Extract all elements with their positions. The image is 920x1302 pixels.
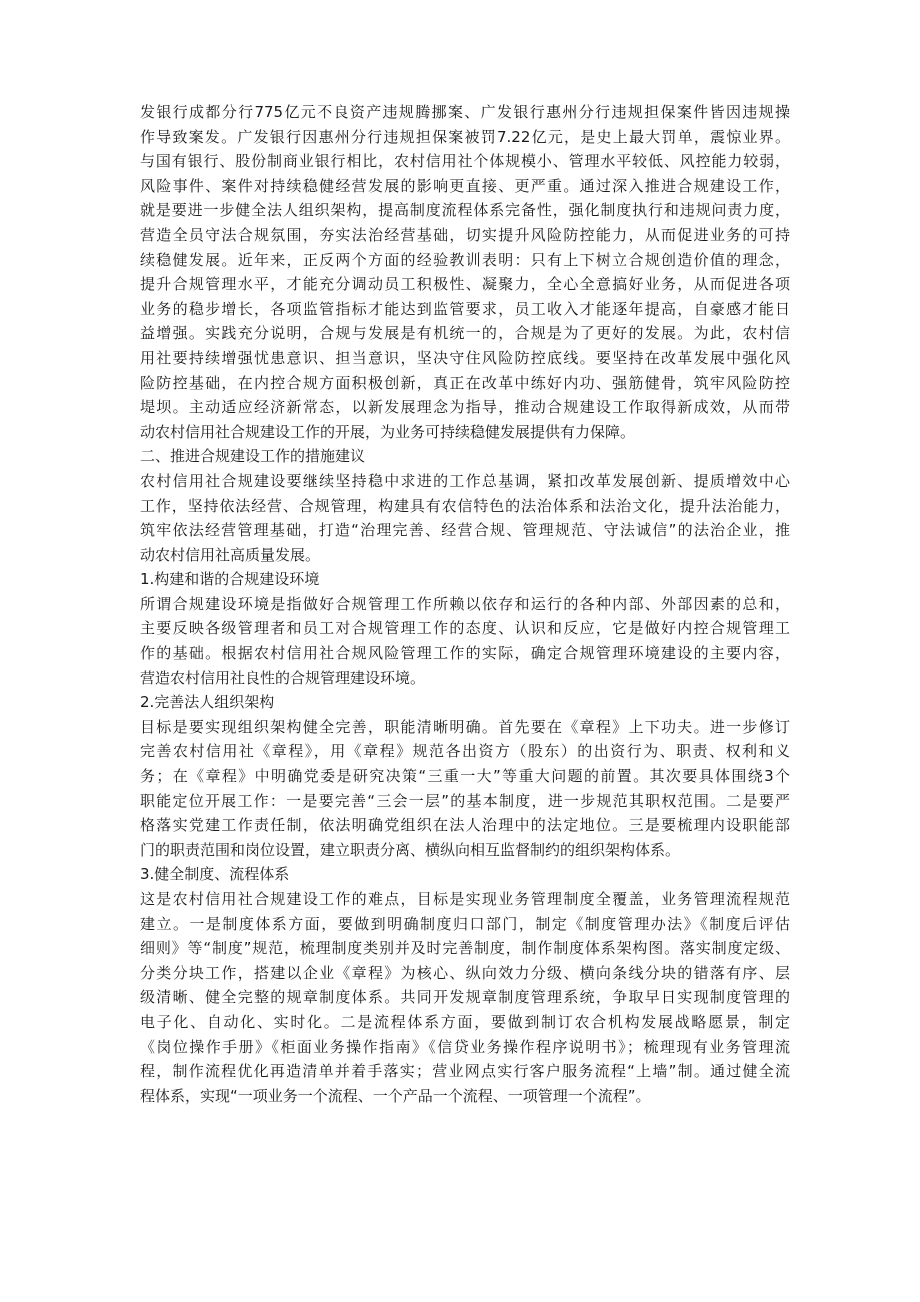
text-line: 续稳健发展。近年来，正反两个方面的经验教训表明：只有上下树立合规创造价值的理念， <box>140 250 790 269</box>
text-line: 动农村信用社高质量发展。 <box>140 545 321 564</box>
paragraph <box>140 715 790 863</box>
text-line: 筑牢依法经营管理基础，打造“治理完善、经营合规、管理规范、守法诚信”的法治企业，推 <box>140 521 790 540</box>
text-line: 分类分块工作，搭建以企业《章程》为核心、纵向效力分级、横向条线分块的错落有序、层 <box>140 963 790 982</box>
text-line: 作的基础。根据农村信用社合规风险管理工作的实际，确定合规管理环境建设的主要内容， <box>140 644 790 663</box>
text-line: 险防控基础，在内控合规方面积极创新，真正在改革中练好内功、强筋健骨，筑牢风险防控 <box>140 373 790 392</box>
text-line: 程，制作流程优化再造清单并着手落实；营业网点实行客户服务流程“上墙”制。通过健全流 <box>140 1062 790 1081</box>
heading-text: 3.健全制度、流程体系 <box>140 865 290 884</box>
text-line: 用社要持续增强忧患意识、担当意识，坚决守住风险防控底线。要坚持在改革发展中强化风 <box>140 348 790 367</box>
text-line: 务；在《章程》中明确党委是研究决策“三重一大”等重大问题的前置。其次要具体围绕3个 <box>140 767 790 786</box>
text-line: 营造农村信用社良性的合规管理建设环境。 <box>140 668 426 687</box>
text-line: 门的职责范围和岗位设置，建立职责分离、横纵向相互监督制约的组织架构体系。 <box>140 840 681 859</box>
text-line: 电子化、自动化、实时化。二是流程体系方面，要做到制订农合机构发展战略愿景，制定 <box>140 1012 790 1031</box>
text-line: 建立。一是制度体系方面，要做到明确制度归口部门，制定《制度管理办法》《制度后评估 <box>140 914 790 933</box>
section-heading <box>140 690 790 715</box>
text-line: 程体系，实现“一项业务一个流程、一个产品一个流程、一项管理一个流程”。 <box>140 1086 651 1105</box>
text-line: 主要反映各级管理者和员工对合规管理工作的态度、认识和反应，它是做好内控合规管理工 <box>140 619 790 638</box>
text-line: 《岗位操作手册》《柜面业务操作指南》《信贷业务操作程序说明书》；梳理现有业务管理流 <box>140 1037 790 1056</box>
heading-text: 1.构建和谐的合规建设环境 <box>140 570 320 589</box>
section-heading <box>140 862 790 887</box>
text-line: 营造全员守法合规氛围，夯实法治经营基础，切实提升风险防控能力，从而促进业务的可持 <box>140 225 790 244</box>
heading-text: 二、推进合规建设工作的措施建议 <box>140 447 366 466</box>
paragraph <box>140 592 790 690</box>
document-page <box>140 100 790 1108</box>
text-line: 动农村信用社合规建设工作的开展，为业务可持续稳健发展提供有力保障。 <box>140 422 636 441</box>
text-line: 作导致案发。广发银行因惠州分行违规担保案被罚7.22亿元，是史上最大罚单，震惊业界。 <box>140 127 790 146</box>
text-line: 发银行成都分行775亿元不良资产违规腾挪案、广发银行惠州分行违规担保案件皆因违规操 <box>140 103 790 121</box>
text-line: 业务的稳步增长，各项监管指标才能达到监管要求，员工收入才能逐年提高，自豪感才能日 <box>140 299 790 318</box>
text-line: 风险事件、案件对持续稳健经营发展的影响更直接、更严重。通过深入推进合规建设工作， <box>140 176 790 195</box>
text-line: 堤坝。主动适应经济新常态，以新发展理念为指导，推动合规建设工作取得新成效，从而带 <box>140 398 790 417</box>
paragraph <box>140 469 790 567</box>
section-heading <box>140 567 790 592</box>
text-line: 就是要进一步健全法人组织架构，提高制度流程体系完备性，强化制度执行和违规问责力度， <box>140 201 790 220</box>
text-line: 级清晰、健全完整的规章制度体系。共同开发规章制度管理系统，争取早日实现制度管理的 <box>140 988 790 1007</box>
text-line: 这是农村信用社合规建设工作的难点，目标是实现业务管理制度全覆盖，业务管理流程规范 <box>140 890 790 908</box>
text-line: 职能定位开展工作：一是要完善“三会一层”的基本制度，进一步规范其职权范围。二是要严 <box>140 791 790 810</box>
heading-text: 2.完善法人组织架构 <box>140 693 275 712</box>
text-line: 目标是要实现组织架构健全完善，职能清晰明确。首先要在《章程》上下功夫。进一步修订 <box>140 717 790 736</box>
text-line: 提升合规管理水平，才能充分调动员工积极性、凝聚力，全心全意搞好业务，从而促进各项 <box>140 275 790 294</box>
text-line: 所谓合规建设环境是指做好合规管理工作所赖以依存和运行的各种内部、外部因素的总和， <box>140 594 790 613</box>
text-line: 与国有银行、股份制商业银行相比，农村信用社个体规模小、管理水平较低、风控能力较弱， <box>140 152 790 171</box>
text-line: 完善农村信用社《章程》，用《章程》规范各出资方（股东）的出资行为、职责、权利和义 <box>140 742 790 761</box>
paragraph <box>140 100 790 444</box>
text-line: 细则》等“制度”规范，梳理制度类别并及时完善制度，制作制度体系架构图。落实制度定级、 <box>140 939 790 958</box>
text-line: 工作，坚持依法经营、合规管理，构建具有农信特色的法治体系和法治文化，提升法治能力， <box>140 496 790 515</box>
text-line: 益增强。实践充分说明，合规与发展是有机统一的，合规是为了更好的发展。为此，农村信 <box>140 324 790 343</box>
section-heading <box>140 444 790 469</box>
text-line: 格落实党建工作责任制，依法明确党组织在法人治理中的法定地位。三是要梳理内设职能部 <box>140 816 790 835</box>
paragraph <box>140 887 790 1108</box>
text-line: 农村信用社合规建设要继续坚持稳中求进的工作总基调，紧扣改革发展创新、提质增效中心 <box>140 471 790 490</box>
